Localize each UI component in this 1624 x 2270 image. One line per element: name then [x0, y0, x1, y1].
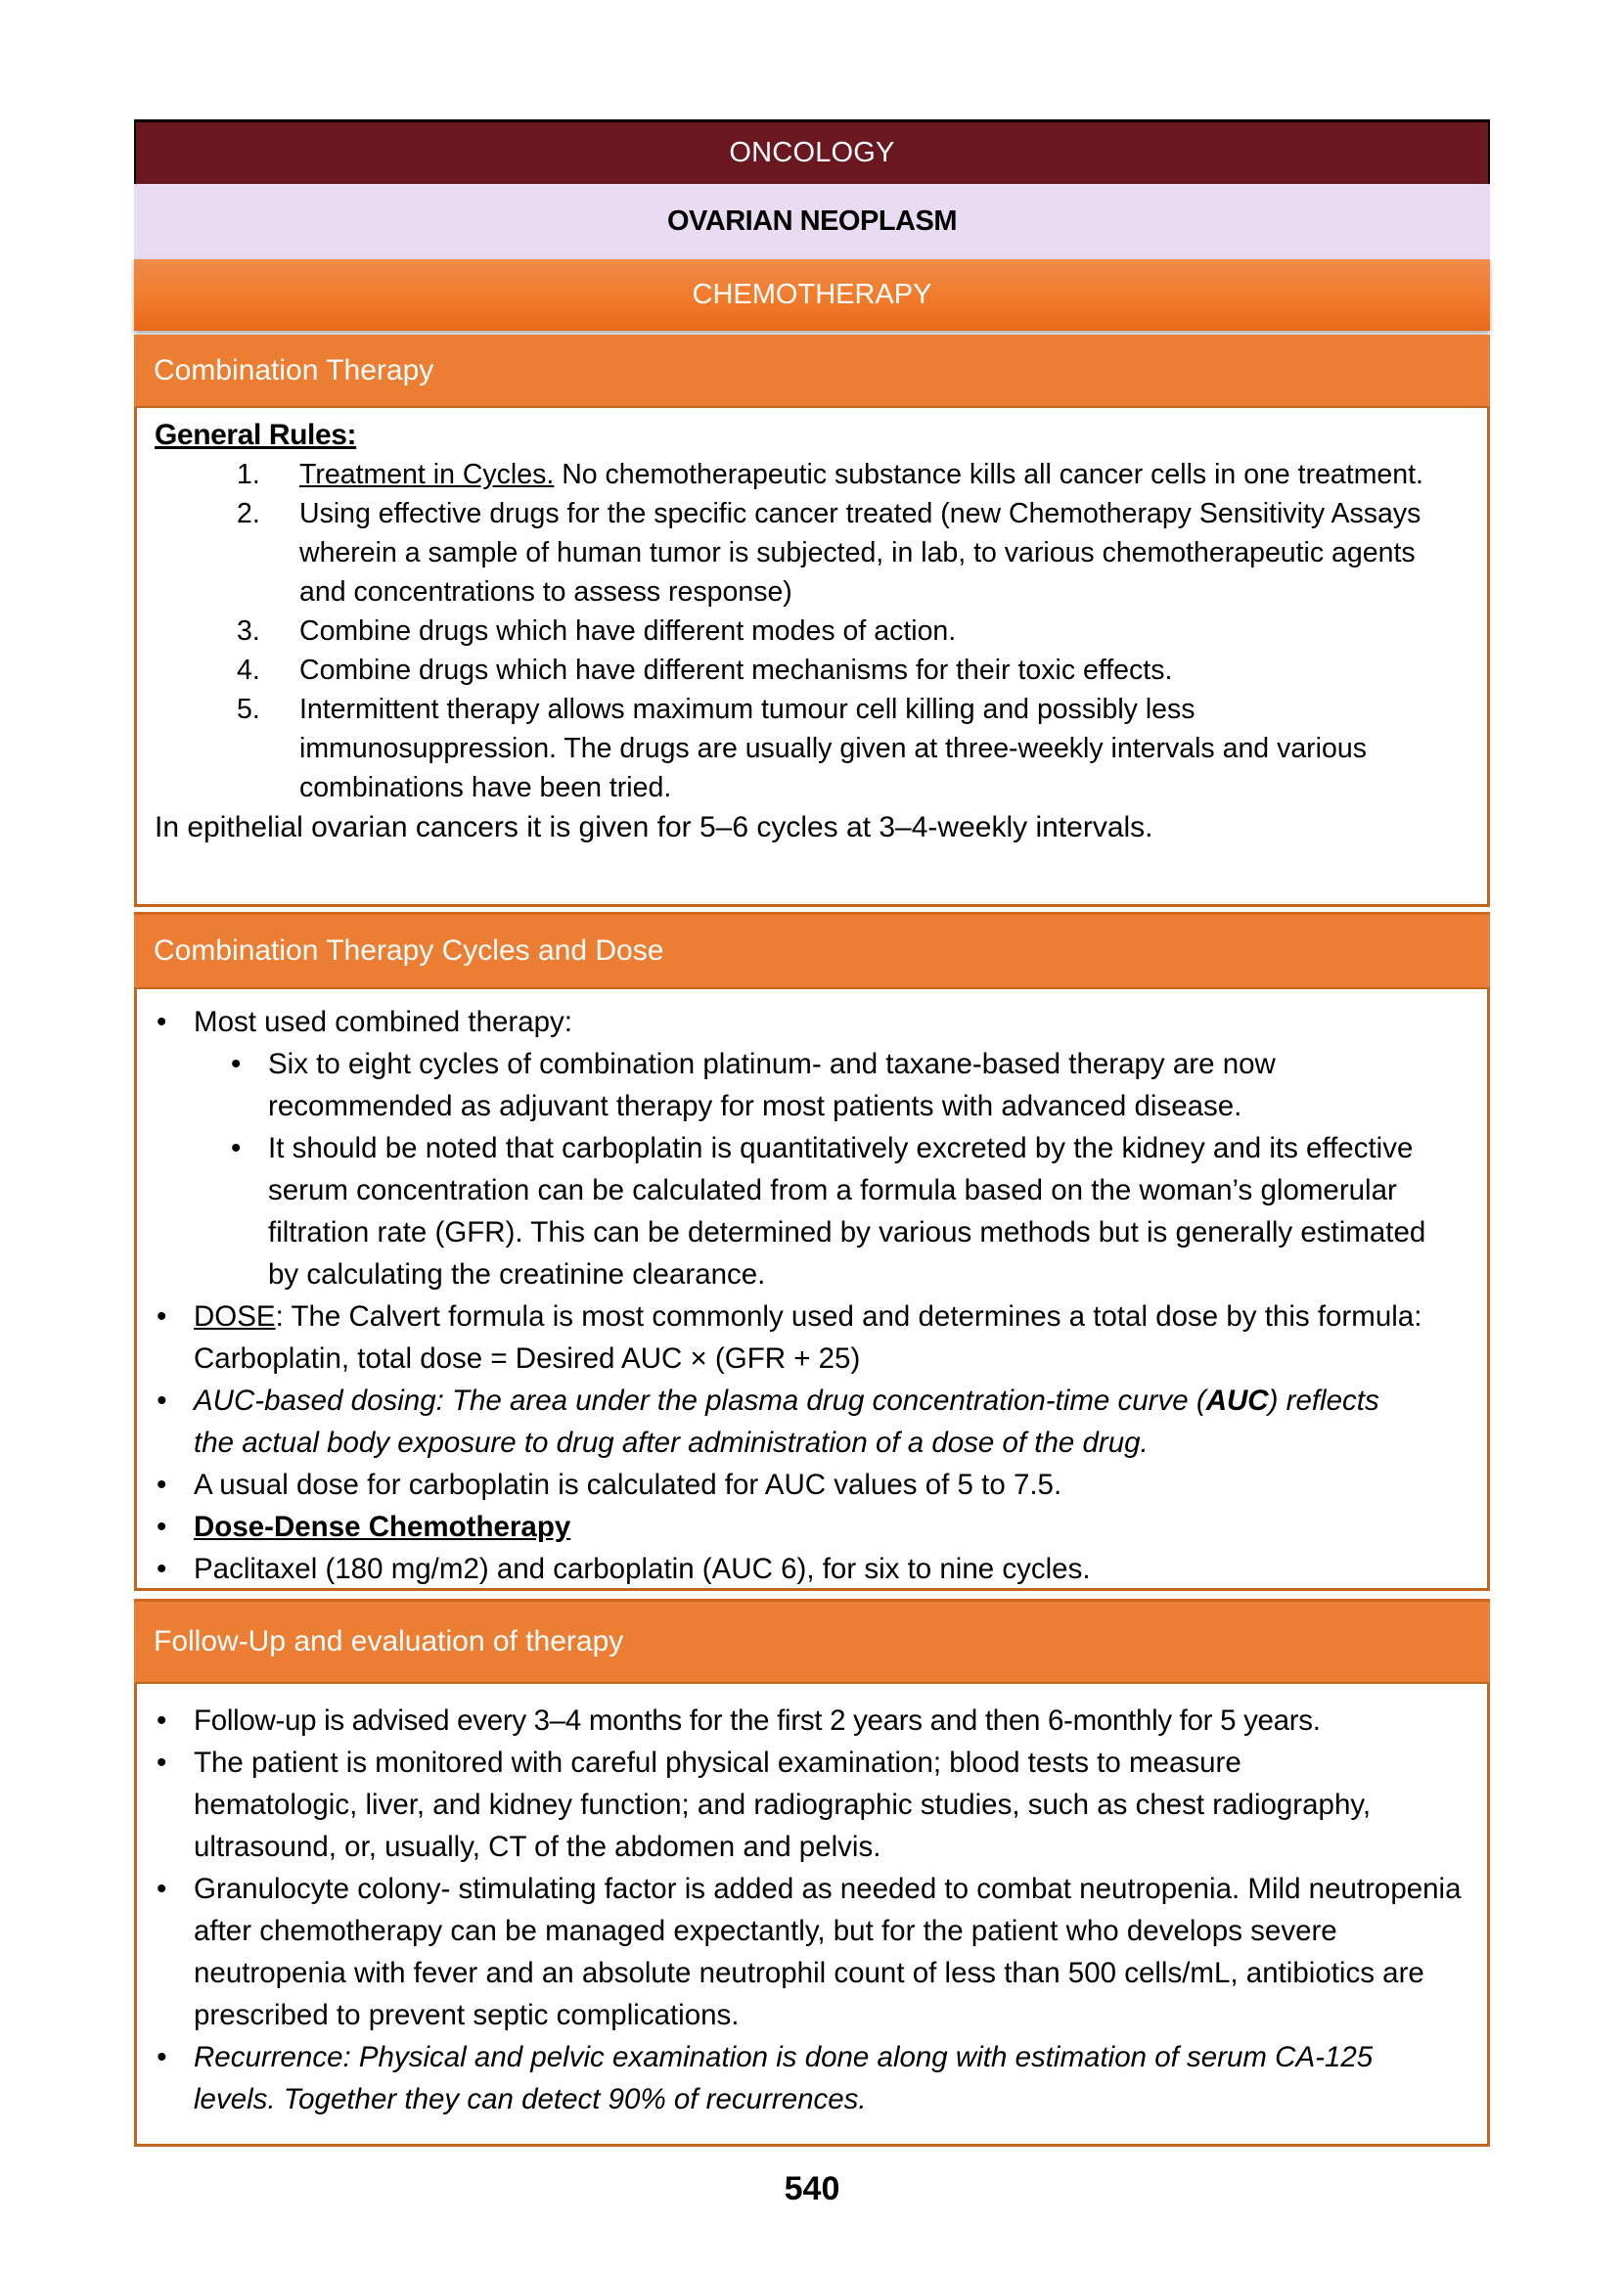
general-rules-list [155, 455, 1469, 807]
subtopic-title: CHEMOTHERAPY [692, 279, 932, 310]
rule-text [299, 455, 1469, 494]
section-header-follow-up [134, 1599, 1490, 1682]
bullet-item: • Paclitaxel (180 mg/m2) and carboplatin (AUC 6), for six to nine cycles. [155, 1548, 1469, 1590]
bullet-item [155, 1506, 1469, 1548]
rule-text: Combine drugs which have different mechanisms for their toxic effects. [299, 655, 1173, 686]
rule-text: Using effective drugs for the specific cancer treated (new Chemotherapy Sensitivity Assays wherein a sample of human tumor is subjected, in lab, to various chemotherapeutic agents and concentrations to assess response) [299, 498, 1421, 608]
bullet-item [155, 1380, 1469, 1464]
bullet-list [155, 1700, 1469, 2120]
rule-text: Combine drugs which have different modes of action. [299, 615, 957, 647]
auc-bold: AUC [1205, 1385, 1269, 1417]
bullet-item: • Granulocyte colony- stimulating factor is added as needed to combat neutropenia. Mild neutropenia after chemotherapy can be managed expectantly, but for the patient who develops severe neutropenia with fever and an absolute neutrophil count of less than 500 cells/mL, antibiotics are prescribed to prevent septic complications. [155, 1868, 1469, 2036]
bullet-item: • The patient is monitored with careful physical examination; blood tests to measure hematologic, liver, and kidney function; and radiographic studies, such as chest radiography, ultrasound, or, usually, CT of the abdomen and pelvis. [155, 1742, 1469, 1868]
section-title: Combination Therapy [154, 353, 434, 386]
bullet-item [155, 1295, 1469, 1380]
category-banner [134, 119, 1490, 184]
topic-title: OVARIAN NEOPLASM [667, 205, 957, 237]
rule-lead: Treatment in Cycles. [299, 459, 555, 490]
bullet-item: • A usual dose for carboplatin is calculated for AUC values of 5 to 7.5. [155, 1464, 1469, 1506]
bullet-text: Most used combined therapy: [194, 1006, 572, 1038]
dose-dense-heading: Dose-Dense Chemotherapy [194, 1511, 571, 1543]
subtopic-banner [134, 259, 1490, 331]
bullet-text: ) reflects the actual body exposure to drug after administration of a dose of the drug. [194, 1385, 1379, 1459]
bullet-text: : The Calvert formula is most commonly used and determines a total dose by this formula: Carboplatin, total dose = Desired AUC × (GFR + 25) [194, 1300, 1422, 1375]
rule-number: 5. [237, 694, 260, 725]
dose-label: DOSE [194, 1300, 276, 1333]
rule-text: Intermittent therapy allows maximum tumour cell killing and possibly less immunosuppression. The drugs are usually given at three-weekly intervals and various combinations have been tried. [299, 694, 1367, 803]
rule-item [237, 651, 1469, 690]
sub-bullet-item: • It should be noted that carboplatin is quantitatively excreted by the kidney and its effective serum concentration can be calculated from a formula based on the woman’s glomerular filtration rate (GFR). This can be determined by various methods but is generally estimated by calculating the creatinine clearance. [229, 1127, 1469, 1295]
rule-body: No chemotherapeutic substance kills all cancer cells in one treatment. [554, 459, 1423, 490]
general-rules-heading: General Rules: [155, 419, 357, 451]
category-title: ONCOLOGY [729, 137, 895, 168]
rule-item [237, 690, 1469, 807]
section-body-follow-up [134, 1682, 1490, 2147]
sub-bullet-item: • Six to eight cycles of combination platinum- and taxane-based therapy are now recommended as adjuvant therapy for most patients with advanced disease. [229, 1043, 1469, 1127]
page-number: 540 [784, 2170, 840, 2207]
rule-number: 4. [237, 655, 260, 686]
section-body-combination-therapy [134, 406, 1490, 907]
rule-item [237, 455, 1469, 494]
rule-number: 3. [237, 615, 260, 647]
section-title: Follow-Up and evaluation of therapy [154, 1625, 624, 1657]
bullet-item: • Recurrence: Physical and pelvic examination is done along with estimation of serum CA-125 levels. Together they can detect 90% of recurrences. [155, 2036, 1469, 2120]
sub-bullet-list [194, 1043, 1469, 1295]
bullet-list [155, 1001, 1469, 1590]
bullet-text: AUC-based dosing: The area under the plasma drug concentration-time curve ( [194, 1385, 1206, 1417]
section-title: Combination Therapy Cycles and Dose [154, 934, 664, 967]
summary-text: In epithelial ovarian cancers it is given for 5–6 cycles at 3–4-weekly intervals. [155, 811, 1153, 843]
rule-number: 1. [237, 459, 260, 490]
section-body-cycles-and-dose [134, 987, 1490, 1591]
rule-item [237, 612, 1469, 651]
page [134, 119, 1490, 2147]
bullet-item: • Follow-up is advised every 3–4 months for the first 2 years and then 6-monthly for 5 years. [155, 1700, 1469, 1742]
topic-banner [134, 184, 1490, 259]
section-header-cycles-and-dose [134, 912, 1490, 987]
section-header-combination-therapy [134, 335, 1490, 406]
rule-number: 2. [237, 498, 260, 529]
bullet-item [155, 1001, 1469, 1295]
rule-item [237, 494, 1469, 612]
